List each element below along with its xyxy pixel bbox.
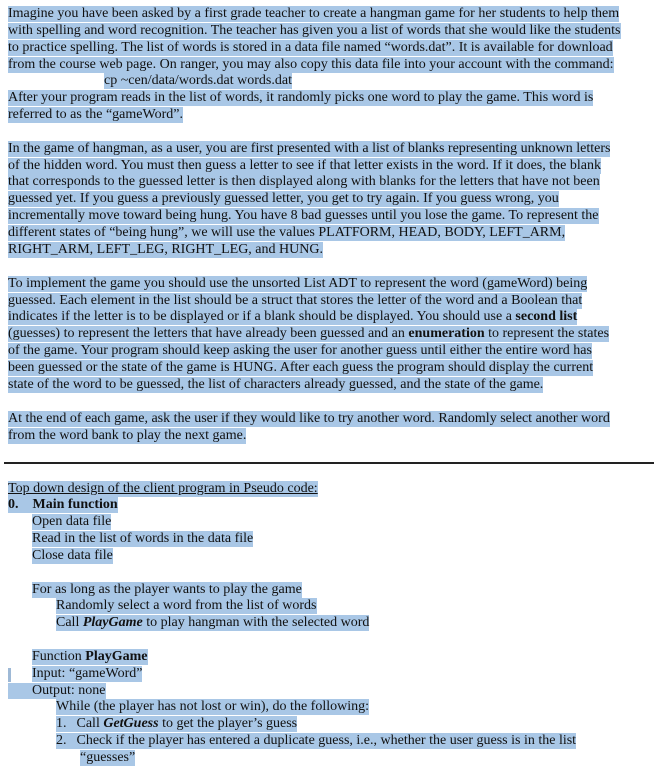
p2-line-6: different states of “being hung”, we will use the values PLATFORM, HEAD, BODY, LEFT_ARM,: [8, 225, 566, 240]
step-1-prefix: Call: [76, 716, 104, 731]
step-1-number: 1.: [56, 716, 67, 731]
function-label: Function: [32, 649, 86, 664]
section-divider: [4, 462, 654, 464]
p3-line-3: [8, 309, 577, 325]
p3-line-4c: to represent the states: [484, 326, 610, 341]
call-playgame-prefix: Call: [56, 615, 83, 630]
step-2: [56, 733, 576, 749]
main-title: Main function: [32, 497, 118, 512]
p2-line-5: incrementally move toward being hung. You have 8 bad guesses until you lose the game. To represent the: [8, 208, 599, 223]
close-data-file: Close data file: [32, 548, 113, 563]
p1-line-6: After your program reads in the list of words, it randomly picks one word to play the game. This word is: [8, 90, 594, 105]
enumeration-term: enumeration: [408, 326, 485, 341]
p3-line-4: [8, 326, 609, 342]
p1-line-2: with spelling and word recognition. The teacher has given you a list of words that she would like the students: [8, 23, 621, 38]
p3-line-4a: (guesses) to represent the letters that have already been guessed and an: [8, 326, 409, 341]
getguess-fn: GetGuess: [103, 716, 159, 731]
p3-line-3-text: indicates if the letter is to be displayed or if a blank should be displayed. You should use a: [8, 309, 516, 324]
p3-line-7: state of the word to be guessed, the list of characters already guessed, and the state of the game.: [8, 377, 544, 392]
p2-line-4: guessed yet. If you guess a previously guessed letter, you get to try again. If you guess wrong, you: [8, 191, 559, 206]
step-2-text: Check if the player has entered a duplicate guess, i.e., whether the user guess is in the list: [76, 733, 577, 748]
p3-line-5: of the game. Your program should keep asking the user for another guess until either the entire word has: [8, 343, 592, 358]
input-spec: Input: “gameWord”: [32, 666, 143, 681]
step-1-suffix: to get the player’s guess: [158, 716, 298, 731]
p2-line-2: of the hidden word. You must then guess a letter to see if that letter exists in the word. If it does, the blank: [8, 158, 601, 173]
pseudo-heading: Top down design of the client program in Pseudo code:: [8, 481, 318, 496]
p4-line-2: from the word bank to play the next game.: [8, 428, 247, 443]
p1-line-1: Imagine you have been asked by a first grade teacher to create a hangman game for her students to help them: [8, 6, 620, 21]
step-2-number: 2.: [56, 733, 67, 748]
p1-line-4: from the course web page. On ranger, you may also copy this data file into your account with the command:: [8, 57, 614, 72]
main-number: 0.: [8, 497, 19, 512]
selection-margin-marker: [8, 668, 11, 682]
read-words: Read in the list of words in the data file: [32, 531, 254, 546]
while-loop: While (the player has not lost or win), do the following:: [56, 699, 369, 714]
p1-line-7: referred to as the “gameWord”.: [8, 107, 183, 122]
step-2-continued: “guesses”: [80, 750, 136, 765]
function-playgame-heading: [32, 649, 148, 665]
copy-command: cp ~cen/data/words.dat words.dat: [104, 73, 292, 88]
step-1: [56, 716, 297, 732]
call-playgame-suffix: to play hangman with the selected word: [142, 615, 370, 630]
playgame-fn: PlayGame: [82, 615, 143, 630]
p3-line-6: been guessed or the state of the game is HUNG. After each guess the program should display the current: [8, 360, 594, 375]
p3-line-1: To implement the game you should use the unsorted List ADT to represent the word (gameWord) being: [8, 276, 588, 291]
p2-line-3: that corresponds to the guessed letter is then displayed along with blanks for the letters that have not been: [8, 174, 600, 189]
main-function-heading: [8, 497, 118, 513]
random-select: Randomly select a word from the list of words: [56, 598, 317, 613]
output-spec: Output: none: [8, 683, 106, 699]
p2-line-7: RIGHT_ARM, LEFT_LEG, RIGHT_LEG, and HUNG.: [8, 242, 323, 257]
open-data-file: Open data file: [32, 514, 112, 529]
function-name: PlayGame: [85, 649, 148, 664]
p2-line-1: In the game of hangman, as a user, you are first presented with a list of blanks representing unknown letters: [8, 141, 611, 156]
second-list-term: second list: [515, 309, 578, 324]
p3-line-2: guessed. Each element in the list should be a struct that stores the letter of the word and a Boolean that: [8, 293, 583, 308]
play-loop: For as long as the player wants to play the game: [32, 582, 302, 597]
call-playgame: [56, 615, 369, 631]
p1-line-3: to practice spelling. The list of words is stored in a data file named “words.dat”. It is available for download: [8, 40, 613, 55]
p4-line-1: At the end of each game, ask the user if they would like to try another word. Randomly select another word: [8, 411, 610, 426]
